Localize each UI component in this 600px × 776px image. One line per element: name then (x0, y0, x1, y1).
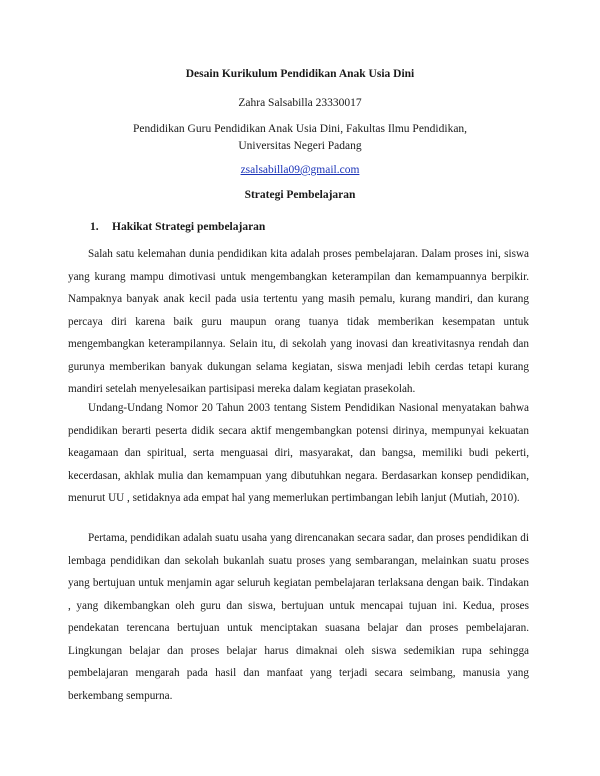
affiliation (0, 121, 600, 155)
subsection-heading (90, 219, 265, 236)
heading-text: Hakikat Strategi pembelajaran (112, 221, 266, 233)
affiliation-line-2: Universitas Negeri Padang (238, 140, 362, 152)
email-link[interactable]: zsalsabilla09@gmail.com (240, 164, 360, 176)
paragraph-1-text: Salah satu kelemahan dunia pendidikan kita adalah proses pembelajaran. Dalam proses ini, siswa yang kurang mampu dimotivasi untuk mengembangkan keterampilan dan kemampuannya berpikir. Nampaknya banyak anak kecil pada usia tertentu yang masih pemalu, kurang mandiri, dan kurang percaya diri karena baik guru maupun orang tuanya tidak memberikan kesempatan untuk mengembangkan keterampilannya. Selain itu, di sekolah yang inovasi dan kreativitasnya rendah dan gurunya memberikan banyak dukungan selama kegiatan, siswa menjadi lebih cerdas tetapi kurang mandiri setelah menyelesaikan partisipasi mereka dalam kegiatan prasekolah. (68, 248, 529, 395)
affiliation-line-1: Pendidikan Guru Pendidikan Anak Usia Dini, Fakultas Ilmu Pendidikan, (132, 123, 468, 135)
paragraph-2 (68, 397, 529, 510)
heading-number: 1. (90, 221, 99, 233)
section-title: Strategi Pembelajaran (244, 189, 356, 201)
paragraph-2-text: Undang-Undang Nomor 20 Tahun 2003 tentang Sistem Pendidikan Nasional menyatakan bahwa pendidikan berarti peserta didik secara aktif mengembangkan potensi dirinya, mempunyai kekuatan keagamaan dan spiritual, serta menguasai diri, masyarakat, dan bangsa, memiliki budi pekerti, kecerdasan, akhlak mulia dan kemampuan yang dibutuhkan negara. Berdasarkan konsep pendidikan, menurut UU , setidaknya ada empat hal yang memerlukan pertimbangan lebih lanjut (Mutiah, 2010). (68, 402, 529, 504)
paragraph-1 (68, 243, 529, 401)
document-title: Desain Kurikulum Pendidikan Anak Usia Dini (185, 68, 415, 80)
paragraph-3-text: Pertama, pendidikan adalah suatu usaha yang direncanakan secara sadar, dan proses pendidikan di lembaga pendidikan dan sekolah bukanlah suatu proses yang sembarangan, melainkan suatu proses yang bertujuan untuk menjamin agar seluruh kegiatan pembelajaran terlaksana dengan baik. Tindakan , yang dikembangkan oleh guru dan siswa, bertujuan untuk mencapai tujuan ini. Kedua, proses pendekatan terencana bertujuan untuk menciptakan suasana belajar dan proses pembelajaran. Lingkungan belajar dan proses belajar harus dimaknai oleh siswa sedemikian rupa sehingga pembelajaran mengarah pada hasil dan manfaat yang terjadi secara seimbang, manusia yang berkembang sempurna. (68, 532, 529, 702)
author-line: Zahra Salsabilla 23330017 (238, 97, 362, 109)
paragraph-3 (68, 527, 529, 707)
